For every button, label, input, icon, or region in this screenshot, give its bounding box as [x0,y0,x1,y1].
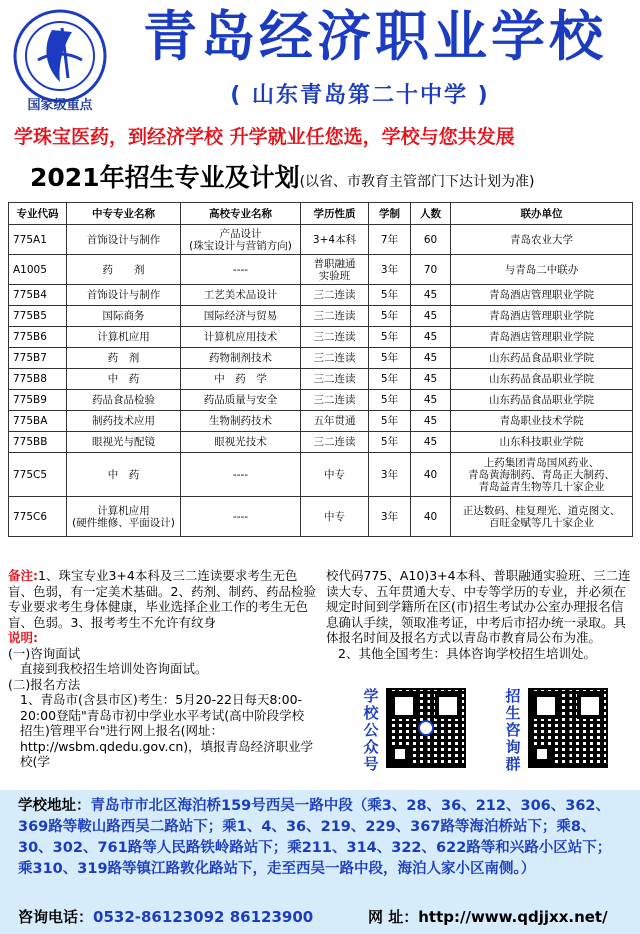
cell-major: 药品食品检验 [67,390,181,411]
cell-college: 国际经济与贸易 [181,306,301,327]
cell-major: 中 药 [67,369,181,390]
address-value: 青岛市市北区海泊桥159号西吴一路中段（乘3、28、36、212、306、362、369路等鞍山路西吴二路站下；乘1、4、36、219、229、367路等海泊桥站下；乘8、30、302、761路等人民路铁岭路站下；乘211、314、322、622路等和兴路小区站下；乘310、319路等镇江路敦化路站下，走至西吴一路中段，海泊人家小区南侧。） [18,798,612,877]
contact-line [18,906,622,927]
cell-type: 五年贯通 [301,411,369,432]
cell-code: 775A1 [9,225,67,255]
table-row [9,327,633,348]
cell-college: 药物制剂技术 [181,348,301,369]
cell-major: 国际商务 [67,306,181,327]
school-alias: ( 山东青岛第二十中学 ) [230,83,490,108]
qr1-label: 学校公众号 [363,687,379,773]
school-wechat-qr-icon[interactable] [386,688,466,768]
table-row [9,411,633,432]
other-students-text: 2、其他全国考生：具体咨询学校招生培训处。 [338,645,596,661]
notes-right-column [326,568,632,661]
cell-major: 药 剂 [67,255,181,285]
column-header: 中专专业名称 [67,203,181,225]
cell-type: 三二连读 [301,369,369,390]
cell-partner: 正达数码、桂复理光、道克图文、 百旺金赋等几十家企业 [451,497,633,537]
table-row [9,497,633,537]
notes-section [8,568,632,790]
cell-years: 5年 [369,348,411,369]
cell-count: 70 [411,255,451,285]
cell-code: 775BB [9,432,67,453]
apply-text-continued: 校代码775、A10)3+4本科、普职融通实验班、三二连读大专、五年贯通大专、中专等学历的专业，并必须在规定时间到学籍所在区(市)招生考试办公室办理报名信息确认手续，领取准考证，中考后市招办统一录取。具体报名时间及报名方式以青岛市教育局公布为准。 [326,568,631,645]
cell-type: 中专 [301,453,369,497]
table-row [9,225,633,255]
plan-title-note: (以省、市教育主管部门下达计划为准) [299,174,535,190]
cell-count: 45 [411,327,451,348]
cell-type: 3+4本科 [301,225,369,255]
remark-text: 1、珠宝专业3+4本科及三二连读要求考生无色盲、色弱，有一定美术基础。2、药剂、制药、药品检验专业要求考生身体健康，毕业选择企业工作的考生无色盲、色弱。3、报考考生不允许有纹身 [8,568,316,630]
plan-title-main: 2021年招生专业及计划 [30,163,300,192]
cell-type: 三二连读 [301,285,369,306]
cell-partner: 青岛酒店管理职业学院 [451,285,633,306]
cell-type: 三二连读 [301,432,369,453]
cell-count: 45 [411,369,451,390]
column-header: 学制 [369,203,411,225]
cell-count: 45 [411,390,451,411]
cell-count: 45 [411,348,451,369]
cell-partner: 山东药品食品职业学院 [451,348,633,369]
cell-years: 3年 [369,255,411,285]
table-row [9,432,633,453]
qr2-label: 招生咨询群 [505,687,521,773]
phone-label: 咨询电话： [18,908,94,926]
cell-major: 药 剂 [67,348,181,369]
consult-text: 直接到我校招生培训处咨询面试。 [20,661,208,676]
cell-college: 药品质量与安全 [181,390,301,411]
column-header: 高校专业名称 [181,203,301,225]
cell-code: 775B8 [9,369,67,390]
cell-type: 三二连读 [301,306,369,327]
school-logo-icon [12,8,108,104]
cell-code: 775C6 [9,497,67,537]
cell-partner: 青岛农业大学 [451,225,633,255]
cell-code: A1005 [9,255,67,285]
table-row [9,453,633,497]
column-header: 专业代码 [9,203,67,225]
web-link[interactable]: http://www.qdjjxx.net/ [418,908,608,926]
table-row [9,306,633,327]
cell-college: 计算机应用技术 [181,327,301,348]
cell-years: 5年 [369,285,411,306]
cell-count: 45 [411,411,451,432]
cell-college: 中 药 学 [181,369,301,390]
remark [8,568,316,630]
cell-years: 5年 [369,327,411,348]
cell-type: 三二连读 [301,327,369,348]
notes-left-column [8,568,316,770]
enroll-group-qr-icon[interactable] [528,688,608,768]
cell-major: 中 药 [67,453,181,497]
address-label: 学校地址： [18,798,91,814]
cell-type: 三二连读 [301,390,369,411]
plan-title [30,158,630,194]
cell-count: 40 [411,497,451,537]
cell-code: 775B9 [9,390,67,411]
consult-title: (一)咨询面试 [8,645,81,661]
cell-college: ---- [181,255,301,285]
cell-code: 775B4 [9,285,67,306]
cell-college: 产品设计 (珠宝设计与营销方向) [181,225,301,255]
phone-value[interactable]: 0532-86123092 86123900 [93,908,314,926]
cell-major: 首饰设计与制作 [67,225,181,255]
column-header: 联办单位 [451,203,633,225]
cell-count: 45 [411,432,451,453]
cell-partner: 山东药品食品职业学院 [451,390,633,411]
cell-code: 775B6 [9,327,67,348]
cell-code: 775C5 [9,453,67,497]
cell-years: 3年 [369,497,411,537]
column-header: 人数 [411,203,451,225]
explain-label: 说明: [8,630,38,645]
cell-college: ---- [181,497,301,537]
apply-text: 1、青岛市(含县市区)考生：5月20-22日每天8:00-20:00登陆"青岛市初中学业水平考试(高中阶段学校招生)管理平台"进行网上报名(网址：http://wsbm.qdedu.gov.cn)，填报青岛经济职业学校(学 [20,692,314,769]
table-row [9,390,633,411]
apply-title: (二)报名方法 [8,676,81,692]
column-header: 学历性质 [301,203,369,225]
enrollment-plan-table [8,202,633,537]
cell-college: 生物制药技术 [181,411,301,432]
enroll-group-qr-block [502,687,640,773]
cell-partner: 青岛职业技术学院 [451,411,633,432]
cell-major: 眼视光与配镜 [67,432,181,453]
cell-partner: 青岛酒店管理职业学院 [451,327,633,348]
cell-major: 计算机应用 [67,327,181,348]
cell-years: 5年 [369,390,411,411]
slogan: 学珠宝医药，到经济学校 升学就业任您选，学校与您共发展 [14,126,515,148]
cell-count: 45 [411,306,451,327]
remark-label: 备注: [8,568,38,583]
table-row [9,348,633,369]
cell-code: 775B7 [9,348,67,369]
cell-type: 普职融通 实验班 [301,255,369,285]
table-row [9,369,633,390]
table-row [9,285,633,306]
school-wechat-qr-block [360,687,510,773]
web-label: 网 址： [368,908,419,926]
header [0,0,640,160]
cell-major: 计算机应用 (硬件维修、平面设计) [67,497,181,537]
cell-college: 工艺美术品设计 [181,285,301,306]
website [368,906,608,927]
table-header-row [9,203,633,225]
cell-years: 3年 [369,453,411,497]
cell-partner: 山东药品食品职业学院 [451,369,633,390]
logo-caption: 国家级重点 [27,98,93,113]
cell-years: 5年 [369,306,411,327]
cell-years: 7年 [369,225,411,255]
cell-college: 眼视光技术 [181,432,301,453]
school-name: 青岛经济职业学校 [143,5,607,68]
cell-partner: 上药集团青岛国风药业、 青岛黄海制药、青岛正大制药、 青岛益青生物等几十家企业 [451,453,633,497]
cell-type: 三二连读 [301,348,369,369]
cell-code: 775BA [9,411,67,432]
school-address [18,796,622,880]
cell-count: 60 [411,225,451,255]
cell-years: 5年 [369,411,411,432]
table-row [9,255,633,285]
cell-count: 45 [411,285,451,306]
footer [0,790,640,934]
cell-partner: 与青岛二中联办 [451,255,633,285]
cell-partner: 青岛酒店管理职业学院 [451,306,633,327]
cell-type: 中专 [301,497,369,537]
cell-major: 首饰设计与制作 [67,285,181,306]
cell-major: 制药技术应用 [67,411,181,432]
cell-years: 5年 [369,432,411,453]
cell-partner: 山东科技职业学院 [451,432,633,453]
cell-years: 5年 [369,369,411,390]
cell-college: ---- [181,453,301,497]
cell-code: 775B5 [9,306,67,327]
cell-count: 40 [411,453,451,497]
